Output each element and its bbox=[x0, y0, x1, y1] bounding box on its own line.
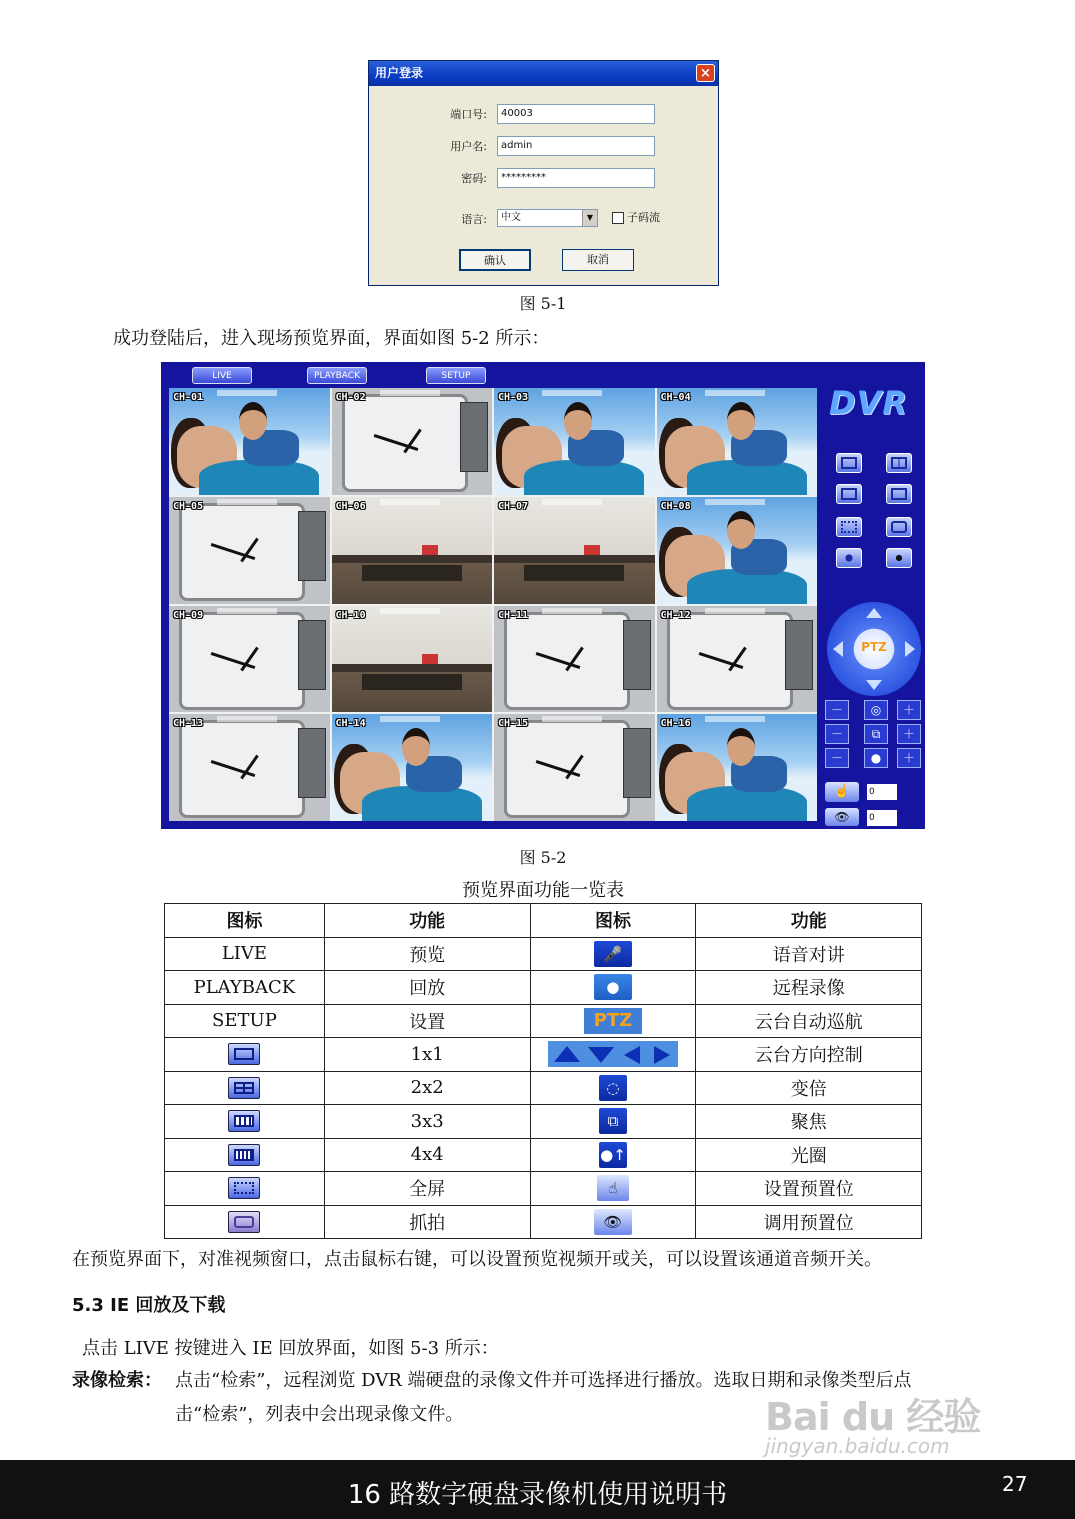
iris-close-icon[interactable]: － bbox=[825, 748, 849, 768]
intro-text: 成功登陆后，进入现场预览界面，界面如图 5-2 所示： bbox=[113, 328, 550, 349]
username-label: 用户名: bbox=[450, 140, 487, 153]
video-tile[interactable] bbox=[332, 606, 493, 713]
icon-cell: PLAYBACK bbox=[165, 971, 325, 1005]
fullscreen-icon bbox=[228, 1177, 260, 1199]
footer-title: 16 路数字硬盘录像机使用说明书 bbox=[347, 1480, 728, 1510]
login-dialog bbox=[368, 60, 719, 286]
focus-near-icon[interactable]: － bbox=[825, 724, 849, 744]
video-tile[interactable] bbox=[494, 388, 655, 495]
icon-cell bbox=[530, 1138, 696, 1172]
function-cell: 全屏 bbox=[324, 1172, 530, 1206]
layout-4x4-icon bbox=[228, 1144, 260, 1166]
function-cell: 调用预置位 bbox=[696, 1205, 922, 1239]
layout-1x1-icon bbox=[228, 1043, 260, 1065]
icon-cell bbox=[530, 1038, 696, 1072]
header-function: 功能 bbox=[324, 904, 530, 938]
channel-label: CH-14 bbox=[335, 718, 366, 730]
table-row bbox=[165, 971, 922, 1005]
iris-icon: ●↑ bbox=[599, 1142, 627, 1168]
channel-label: CH-03 bbox=[498, 392, 529, 403]
port-label: 端口号: bbox=[450, 108, 487, 121]
video-tile[interactable] bbox=[657, 497, 818, 604]
video-tile[interactable] bbox=[169, 714, 330, 821]
chevron-down-icon[interactable]: ▼ bbox=[582, 210, 597, 226]
focus-far-icon[interactable]: ＋ bbox=[897, 724, 921, 744]
timestamp-overlay bbox=[380, 608, 440, 614]
icon-cell: SETUP bbox=[165, 1004, 325, 1038]
timestamp-overlay bbox=[705, 608, 765, 614]
video-tile[interactable] bbox=[657, 606, 818, 713]
table-row bbox=[165, 1105, 922, 1139]
iris-icon: ● bbox=[864, 748, 888, 768]
header-function: 功能 bbox=[696, 904, 922, 938]
preset-set-input[interactable]: 0 bbox=[867, 784, 897, 800]
timestamp-overlay bbox=[217, 716, 277, 722]
ptz-dial[interactable] bbox=[827, 602, 921, 696]
language-label: 语言: bbox=[461, 213, 487, 226]
function-cell: 设置预置位 bbox=[696, 1172, 922, 1206]
layout-4x4-icon[interactable] bbox=[886, 484, 912, 504]
microphone-icon: 🎤 bbox=[594, 941, 632, 967]
playback-tab[interactable]: PLAYBACK bbox=[307, 367, 367, 384]
ptz-cruise-icon: PTZ bbox=[584, 1008, 642, 1034]
direction-arrows-icon bbox=[548, 1041, 678, 1067]
camera-icon bbox=[228, 1211, 260, 1233]
icon-cell bbox=[530, 1004, 696, 1038]
ptz-label[interactable]: PTZ bbox=[861, 640, 887, 654]
timestamp-overlay bbox=[705, 390, 765, 396]
video-tile[interactable] bbox=[332, 714, 493, 821]
password-field[interactable]: ********* bbox=[497, 168, 655, 188]
function-cell: 变倍 bbox=[696, 1071, 922, 1105]
watermark-brand: Bai du 经验 bbox=[765, 1395, 981, 1439]
video-tile[interactable] bbox=[169, 497, 330, 604]
language-value: 中文 bbox=[501, 212, 521, 223]
function-cell: 远程录像 bbox=[696, 971, 922, 1005]
timestamp-overlay bbox=[380, 716, 440, 722]
channel-label: CH-06 bbox=[335, 500, 366, 512]
table-row bbox=[165, 1205, 922, 1239]
channel-label: CH-04 bbox=[660, 392, 691, 403]
arrow-up-icon[interactable] bbox=[866, 608, 882, 618]
watermark-url: jingyan.baidu.com bbox=[765, 1434, 950, 1458]
video-grid bbox=[169, 388, 817, 821]
substream-label: 子码流 bbox=[627, 211, 660, 224]
hand-icon[interactable]: ☝ bbox=[825, 782, 859, 802]
function-cell: 回放 bbox=[324, 971, 530, 1005]
eye-icon: 👁 bbox=[594, 1209, 632, 1235]
fullscreen-icon[interactable] bbox=[836, 517, 862, 537]
camera-icon[interactable] bbox=[886, 517, 912, 537]
arrow-left-icon[interactable] bbox=[833, 641, 843, 657]
hand-icon: ☝ bbox=[597, 1175, 629, 1201]
video-tile[interactable] bbox=[169, 606, 330, 713]
channel-label: CH-07 bbox=[498, 500, 529, 512]
layout-2x2-icon bbox=[228, 1077, 260, 1099]
setup-tab[interactable]: SETUP bbox=[426, 367, 486, 384]
focus-icon: ⧉ bbox=[864, 724, 888, 744]
video-tile[interactable] bbox=[657, 388, 818, 495]
preset-call-input[interactable]: 0 bbox=[867, 810, 897, 826]
baidu-watermark bbox=[765, 1386, 1015, 1466]
function-table bbox=[164, 903, 922, 1239]
timestamp-overlay bbox=[542, 716, 602, 722]
function-cell: 云台自动巡航 bbox=[696, 1004, 922, 1038]
focus-icon: ⧉ bbox=[599, 1108, 627, 1134]
layout-3x3-icon bbox=[228, 1110, 260, 1132]
timestamp-overlay bbox=[705, 499, 765, 505]
function-cell: 1x1 bbox=[324, 1038, 530, 1072]
record-icon: ● bbox=[594, 974, 632, 1000]
layout-3x3-icon[interactable] bbox=[836, 484, 862, 504]
table-row bbox=[165, 1004, 922, 1038]
channel-label: CH-09 bbox=[173, 609, 204, 621]
video-tile[interactable] bbox=[332, 388, 493, 495]
function-cell: 2x2 bbox=[324, 1071, 530, 1105]
video-tile[interactable] bbox=[169, 388, 330, 495]
section-heading: 5.3 IE 回放及下载 bbox=[72, 1295, 226, 1316]
live-tab[interactable]: LIVE bbox=[192, 367, 252, 384]
arrow-right-icon[interactable] bbox=[905, 641, 915, 657]
layout-1x1-icon[interactable] bbox=[836, 453, 862, 473]
port-field[interactable]: 40003 bbox=[497, 104, 655, 124]
channel-label: CH-11 bbox=[498, 609, 529, 621]
dialog-title: 用户登录 bbox=[369, 61, 718, 86]
channel-label: CH-15 bbox=[498, 718, 529, 730]
timestamp-overlay bbox=[217, 608, 277, 614]
icon-cell bbox=[530, 971, 696, 1005]
function-cell: 预览 bbox=[324, 937, 530, 971]
function-cell: 聚焦 bbox=[696, 1105, 922, 1139]
paragraph-preview-note: 在预览界面下，对准视频窗口，点击鼠标右键，可以设置预览视频开或关，可以设置该通道音频开关。 bbox=[72, 1249, 882, 1270]
video-tile[interactable] bbox=[494, 497, 655, 604]
search-text-line2: 击“检索”，列表中会出现录像文件。 bbox=[175, 1404, 464, 1425]
page-footer bbox=[0, 1460, 1075, 1519]
function-cell: 语音对讲 bbox=[696, 937, 922, 971]
page-number: 27 bbox=[1002, 1472, 1028, 1496]
function-cell: 光圈 bbox=[696, 1138, 922, 1172]
table-row bbox=[165, 937, 922, 971]
timestamp-overlay bbox=[380, 499, 440, 505]
layout-2x2-icon[interactable] bbox=[886, 453, 912, 473]
function-cell: 4x4 bbox=[324, 1138, 530, 1172]
channel-label: CH-13 bbox=[173, 718, 204, 730]
icon-cell bbox=[165, 1172, 325, 1206]
video-tile[interactable] bbox=[494, 606, 655, 713]
channel-label: CH-10 bbox=[335, 609, 366, 621]
icon-cell bbox=[165, 1071, 325, 1105]
iris-open-icon[interactable]: ＋ bbox=[897, 748, 921, 768]
ok-button[interactable]: 确认 bbox=[459, 249, 531, 271]
icon-cell bbox=[530, 1205, 696, 1239]
figure-caption-1: 图 5-1 bbox=[519, 294, 567, 313]
zoom-in-icon[interactable]: ＋ bbox=[897, 700, 921, 720]
timestamp-overlay bbox=[542, 390, 602, 396]
channel-label: CH-16 bbox=[660, 718, 691, 730]
username-field[interactable]: admin bbox=[497, 136, 655, 156]
microphone-icon[interactable] bbox=[836, 548, 862, 568]
channel-label: CH-12 bbox=[660, 609, 691, 621]
search-text-line1: 点击“检索”，远程浏览 DVR 端硬盘的录像文件并可选择进行播放。选取日期和录像类型后点 bbox=[175, 1370, 912, 1391]
table-row bbox=[165, 1071, 922, 1105]
search-label: 录像检索： bbox=[72, 1370, 162, 1391]
table-title: 预览界面功能一览表 bbox=[462, 880, 624, 901]
header-icon: 图标 bbox=[165, 904, 325, 938]
video-tile[interactable] bbox=[657, 714, 818, 821]
icon-cell bbox=[165, 1105, 325, 1139]
icon-cell bbox=[530, 1105, 696, 1139]
substream-checkbox[interactable] bbox=[612, 212, 624, 224]
header-icon: 图标 bbox=[530, 904, 696, 938]
icon-cell bbox=[165, 1138, 325, 1172]
language-select[interactable] bbox=[497, 209, 598, 227]
function-cell: 3x3 bbox=[324, 1105, 530, 1139]
cancel-button[interactable]: 取消 bbox=[562, 249, 634, 271]
timestamp-overlay bbox=[217, 499, 277, 505]
figure-caption-2: 图 5-2 bbox=[519, 848, 567, 867]
table-row bbox=[165, 1038, 922, 1072]
timestamp-overlay bbox=[380, 390, 440, 396]
record-icon[interactable] bbox=[886, 548, 912, 568]
timestamp-overlay bbox=[705, 716, 765, 722]
icon-cell: LIVE bbox=[165, 937, 325, 971]
icon-cell bbox=[165, 1038, 325, 1072]
eye-icon[interactable]: 👁 bbox=[825, 808, 859, 826]
dvr-live-panel bbox=[161, 362, 925, 829]
channel-label: CH-02 bbox=[335, 392, 366, 403]
table-header-row bbox=[165, 904, 922, 938]
video-tile[interactable] bbox=[332, 497, 493, 604]
timestamp-overlay bbox=[542, 499, 602, 505]
channel-label: CH-08 bbox=[660, 500, 691, 512]
function-cell: 设置 bbox=[324, 1004, 530, 1038]
timestamp-overlay bbox=[217, 390, 277, 396]
password-label: 密码: bbox=[461, 172, 487, 185]
function-cell: 抓拍 bbox=[324, 1205, 530, 1239]
icon-cell bbox=[530, 1071, 696, 1105]
channel-label: CH-01 bbox=[173, 392, 204, 403]
zoom-icon: ◌ bbox=[599, 1075, 627, 1101]
close-icon[interactable]: × bbox=[696, 64, 715, 82]
function-cell: 云台方向控制 bbox=[696, 1038, 922, 1072]
icon-cell bbox=[530, 937, 696, 971]
icon-cell bbox=[530, 1172, 696, 1206]
table-row bbox=[165, 1138, 922, 1172]
arrow-down-icon[interactable] bbox=[866, 680, 882, 690]
zoom-out-icon[interactable]: － bbox=[825, 700, 849, 720]
icon-cell bbox=[165, 1205, 325, 1239]
table-row bbox=[165, 1172, 922, 1206]
video-tile[interactable] bbox=[494, 714, 655, 821]
channel-label: CH-05 bbox=[173, 500, 204, 512]
zoom-icon: ◎ bbox=[864, 700, 888, 720]
paragraph-live-button: 点击 LIVE 按键进入 IE 回放界面，如图 5-3 所示： bbox=[82, 1338, 499, 1359]
dvr-logo: DVR bbox=[829, 384, 908, 422]
timestamp-overlay bbox=[542, 608, 602, 614]
